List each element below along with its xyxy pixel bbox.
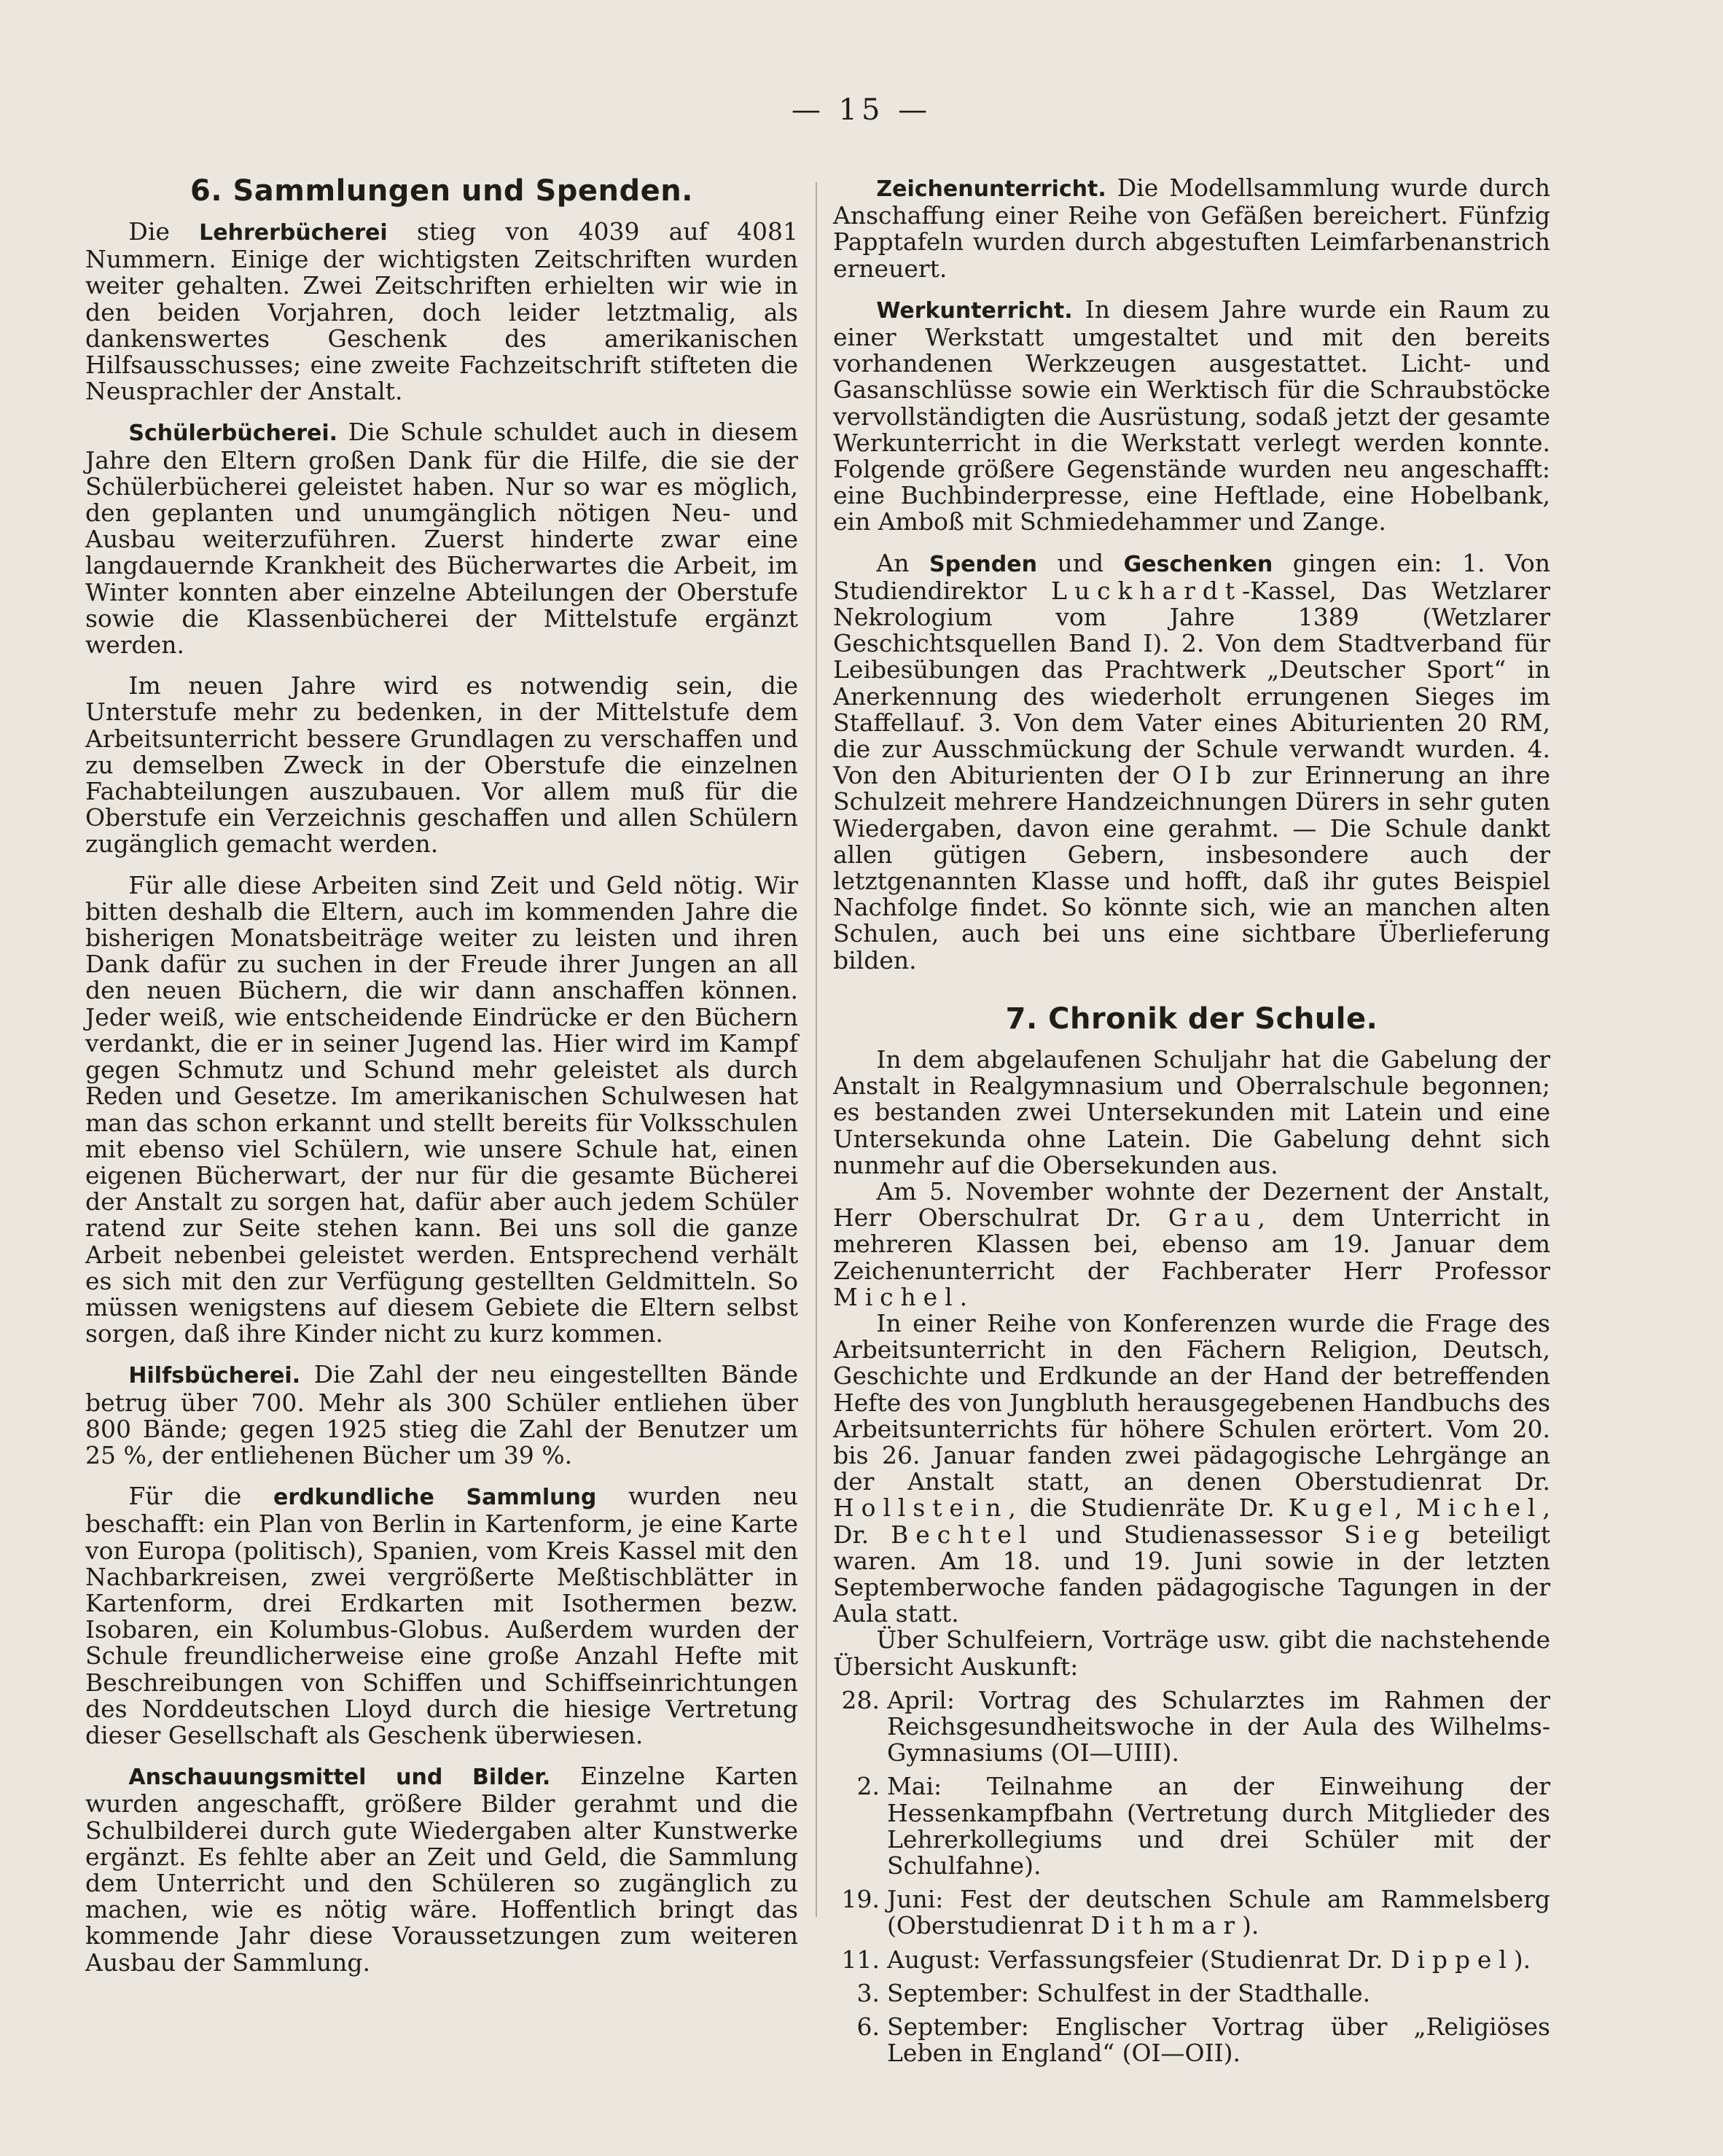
paragraph-spenden: An Spenden und Geschenken gingen ein: 1. Von Studiendirektor Luckhardt-Kassel, Das Wetzlarer Nekrologium vom Jahre 1389 (Wetzlarer Geschichtsquellen Band I). 2. Von dem Stadtverband für Leibesübungen das Prachtwerk „Deutscher Sport“ in Anerkennung des wiederholt errungenen Sieges im Staffellauf. 3. Von dem Vater eines Abiturienten 20 RM, die zur Ausschmückung der Schule verwandt wurden. 4. Von den Abiturienten der OIb zur Erinnerung an ihre Schulzeit mehrere Handzeichnungen Dürers in sehr guten Wiedergaben, davon eine gerahmt. — Die Schule dankt allen gütigen Gebern, insbesondere auch der letztgenannten Klasse und hofft, daß ihr gutes Beispiel Nachfolge findet. So könnte sich, wie an manchen alten Schulen, auch bei uns eine sichtbare Überlieferung bilden. <box>833 548 1551 975</box>
class-name: OIb <box>1172 761 1239 790</box>
person-name: Dithmar <box>1090 1911 1243 1940</box>
paragraph-schuelerbuecherei: Schülerbücherei. Die Schule schuldet auch in diesem Jahre den Eltern großen Dank für die Hilfe, die sie der Schülerbücherei geleistet haben. Nur so war es möglich, den geplanten und unumgänglich nötigen Neu- und Ausbau weiterzuführen. Zuerst hinderte zwar eine langdauernde Krankheit des Bücherwartes die Arbeit, im Winter konnten aber einzelne Abteilungen der Oberstufe sowie die Klassenbücherei der Mittelstufe ergänzt werden. <box>85 418 798 660</box>
section-heading-6: 6. Sammlungen und Spenden. <box>190 174 693 208</box>
keyword: Anschauungsmittel und Bilder. <box>128 1765 551 1791</box>
keyword: Schülerbücherei. <box>128 421 338 447</box>
page-number: — 15 — <box>791 93 932 127</box>
paragraph-anschauungsmittel: Anschauungsmittel und Bilder. Einzelne Karten wurden angeschafft, größere Bilder gerahmt und die Schulbilderei durch gute Wiedergaben alter Kunstwerke ergänzt. Es fehlte aber an Zeit und Geld, die Sammlung dem Unterricht und den Schüleren so zugänglich zu machen, wie es nötig wäre. Hoffentlich bringt das kommende Jahr diese Voraussetzungen zum weiteren Ausbau der Sammlung. <box>85 1762 798 1977</box>
event-day: 3. <box>856 1978 880 2007</box>
keyword: erdkundliche Sammlung <box>273 1485 597 1511</box>
event-day: 19. <box>841 1885 880 1914</box>
list-item <box>833 2014 1550 2066</box>
event-text: September: Englischer Vortrag über „Religiöses Leben in England“ (OI—OII). <box>887 2012 1550 2068</box>
person-name: Kugel <box>1288 1493 1395 1523</box>
keyword: Geschenken <box>1123 551 1273 577</box>
event-text: Mai: Teilnahme an der Einweihung der Hessenkampfbahn (Vertretung durch Mitglieder des Lehrerkollegiums und drei Schüler mit der Schulfahne). <box>887 1772 1550 1880</box>
event-day: 6. <box>856 2012 880 2041</box>
paragraph: In dem abgelaufenen Schuljahr hat die Gabelung der Anstalt in Realgymnasium und Oberralschule begonnen; es bestanden zwei Untersekunden mit Latein und eine Untersekunda ohne Latein. Die Gabelung dehnt sich nunmehr auf die Obersekunden aus. <box>833 1044 1550 1179</box>
paragraph-konferenzen: In einer Reihe von Konferenzen wurde die Frage des Arbeitsunterricht in den Fächern Religion, Deutsch, Geschichte und Erdkunde an der Hand der betreffenden Hefte des von Jungbluth herausgegebenen Handbuchs des Arbeitsunterrichts für höhere Schulen erörtert. Vom 20. bis 26. Januar fanden zwei pädagogische Lehrgänge an der Anstalt statt, an denen Oberstudienrat Dr. Hollstein, die Studienräte Dr. Kugel, Michel, Dr. Bechtel und Studienassessor Sieg beteiligt waren. Am 18. und 19. Juni sowie in der letzten Septemberwoche fanden pädagogische Tagungen in der Aula statt. <box>833 1308 1551 1628</box>
paragraph-werkunterricht: Werkunterricht. In diesem Jahre wurde ein Raum zu einer Werkstatt umgestaltet und mit den bereits vorhandenen Werkzeugen ausgestattet. Licht- und Gasanschlüsse sowie ein Werktisch für die Schraubstöcke vervollständigten die Ausrüstung, sodaß jetzt der gesamte Werkunterricht in die Werkstatt verlegt werden konnte. Folgende größere Gegenstände wurden neu angeschafft: eine Buchbinderpresse, eine Heftlade, eine Hobelbank, ein Amboß mit Schmiedehammer und Zange. <box>833 294 1550 536</box>
keyword: Lehrerbücherei <box>199 220 388 246</box>
list-item <box>833 1980 1550 2007</box>
right-column <box>833 175 1550 2066</box>
paragraph-dezernent: Am 5. November wohnte der Dezernent der Anstalt, Herr Oberschulrat Dr. Grau, dem Unterricht in mehreren Klassen bei, ebenso am 19. Januar dem Zeichenunterricht der Fachberater Herr Professor Michel. <box>833 1176 1550 1311</box>
list-item <box>833 1947 1550 1973</box>
event-list <box>833 1687 1550 2067</box>
event-day: 11. <box>841 1945 880 1974</box>
person-name: Sieg <box>1344 1520 1427 1549</box>
paragraph-hilfsbuecherei: Hilfsbücherei. Die Zahl der neu eingestellten Bände betrug über 700. Mehr als 300 Schüler entliehen über 800 Bände; gegen 1925 stieg die Zahl der Benutzer um 25 %, der entliehenen Bücher um 39 %. <box>85 1360 798 1469</box>
paragraph: Im neuen Jahre wird es notwendig sein, die Unterstufe mehr zu bedenken, in der Mittelstufe dem Arbeitsunterricht bessere Grundlagen zu verschaffen und zu demselben Zweck in der Oberstufe die einzelnen Fachabteilungen auszubauen. Vor allem muß für die Oberstufe ein Verzeichnis geschaffen und allen Schülern zugänglich gemacht werden. <box>85 671 798 859</box>
person-name: Dippel <box>1391 1945 1514 1974</box>
left-column <box>85 175 798 1976</box>
event-text: August: Verfassungsfeier (Studienrat Dr. Dippel). <box>887 1945 1531 1974</box>
section-heading-7: 7. Chronik der Schule. <box>1005 1001 1378 1036</box>
list-item <box>833 1886 1550 1939</box>
paragraph: Über Schulfeiern, Vorträge usw. gibt die nachstehende Übersicht Auskunft: <box>833 1625 1550 1681</box>
person-name: Grau <box>1168 1203 1258 1233</box>
person-name: Michel <box>1415 1493 1543 1523</box>
person-name: Michel <box>833 1282 960 1311</box>
event-day: 2. <box>856 1772 880 1801</box>
person-name: Bechtel <box>891 1520 1034 1549</box>
person-name: Hollstein <box>833 1493 1009 1523</box>
event-day: 28. <box>841 1685 880 1714</box>
person-name: Luckhardt <box>1051 576 1242 605</box>
list-item <box>833 1687 1550 1767</box>
paragraph: Für alle diese Arbeiten sind Zeit und Geld nötig. Wir bitten deshalb die Eltern, auch im kommenden Jahre die bisherigen Monatsbeiträge weiter zu leisten und ihren Dank dafür zu suchen in der Freude ihrer Jungen an all den neuen Büchern, die wir dann anschaffen können. Jeder weiß, wie entscheidende Eindrücke er den Büchern verdankt, die er in seiner Jugend las. Hier wird im Kampf gegen Schmutz und Schund mehr geleistet als durch Reden und Gesetze. Im amerikanischen Schulwesen hat man das schon erkannt und stellt bereits für Volksschulen mit ebenso viel Schülern, wie unsere Schule hat, einen eigenen Bücherwart, der nur für die gesamte Bücherei der Anstalt zu sorgen hat, dafür aber auch jedem Schüler ratend zur Seite stehen kann. Bei uns soll die ganze Arbeit nebenbei geleistet werden. Entsprechend verhält es sich mit den zur Verfügung gestellten Geldmitteln. So müssen wenigstens auf diesem Gebiete die Eltern selbst sorgen, daß ihre Kinder nicht zu kurz kommen. <box>85 870 798 1348</box>
event-text: April: Vortrag des Schularztes im Rahmen der Reichsgesundheitswoche in der Aula des Wilhelms-Gymnasiums (OI—UIII). <box>887 1685 1550 1768</box>
keyword: Hilfsbücherei. <box>128 1363 301 1389</box>
event-text: September: Schulfest in der Stadthalle. <box>887 1978 1371 2007</box>
paragraph-lehrerbuecherei: Die Lehrerbücherei stieg von 4039 auf 4081 Nummern. Einige der wichtigsten Zeitschriften wurden weiter gehalten. Zwei Zeitschriften erhielten wir wie in den beiden Vorjahren, doch leider letztmalig, als dankenswertes Geschenk des amerikanischen Hilfsausschusses; eine zweite Fachzeitschrift stifteten die Neusprachler der Anstalt. <box>85 217 799 406</box>
paragraph-zeichenunterricht: Zeichenunterricht. Die Modellsammlung wurde durch Anschaffung einer Reihe von Gefäßen bereichert. Fünfzig Papptafeln wurden durch abgestuften Leimfarbenanstrich erneuert. <box>833 173 1550 283</box>
keyword: Werkunterricht. <box>876 297 1073 324</box>
keyword: Spenden <box>929 551 1037 577</box>
list-item <box>833 1773 1550 1879</box>
paragraph-erdkundliche-sammlung: Für die erdkundliche Sammlung wurden neu beschafft: ein Plan von Berlin in Kartenform, je eine Karte von Europa (politisch), Spanien, vom Kreis Kassel mit den Nachbarkreisen, zwei vergrößerte Meßtischblätter in Kartenform, drei Erdkarten mit Isothermen bezw. Isobaren, ein Kolumbus-Globus. Außerdem wurden der Schule freundlicherweise eine große Anzahl Hefte mit Beschreibungen von Schiffen und Schiffseinrichtungen des Norddeutschen Lloyd durch die hiesige Vertretung dieser Gesellschaft als Geschenk überwiesen. <box>85 1482 798 1749</box>
keyword: Zeichenunterricht. <box>876 176 1106 202</box>
column-divider <box>816 182 817 1917</box>
event-text: Juni: Fest der deutschen Schule am Rammelsberg (Oberstudienrat Dithmar). <box>887 1885 1550 1940</box>
